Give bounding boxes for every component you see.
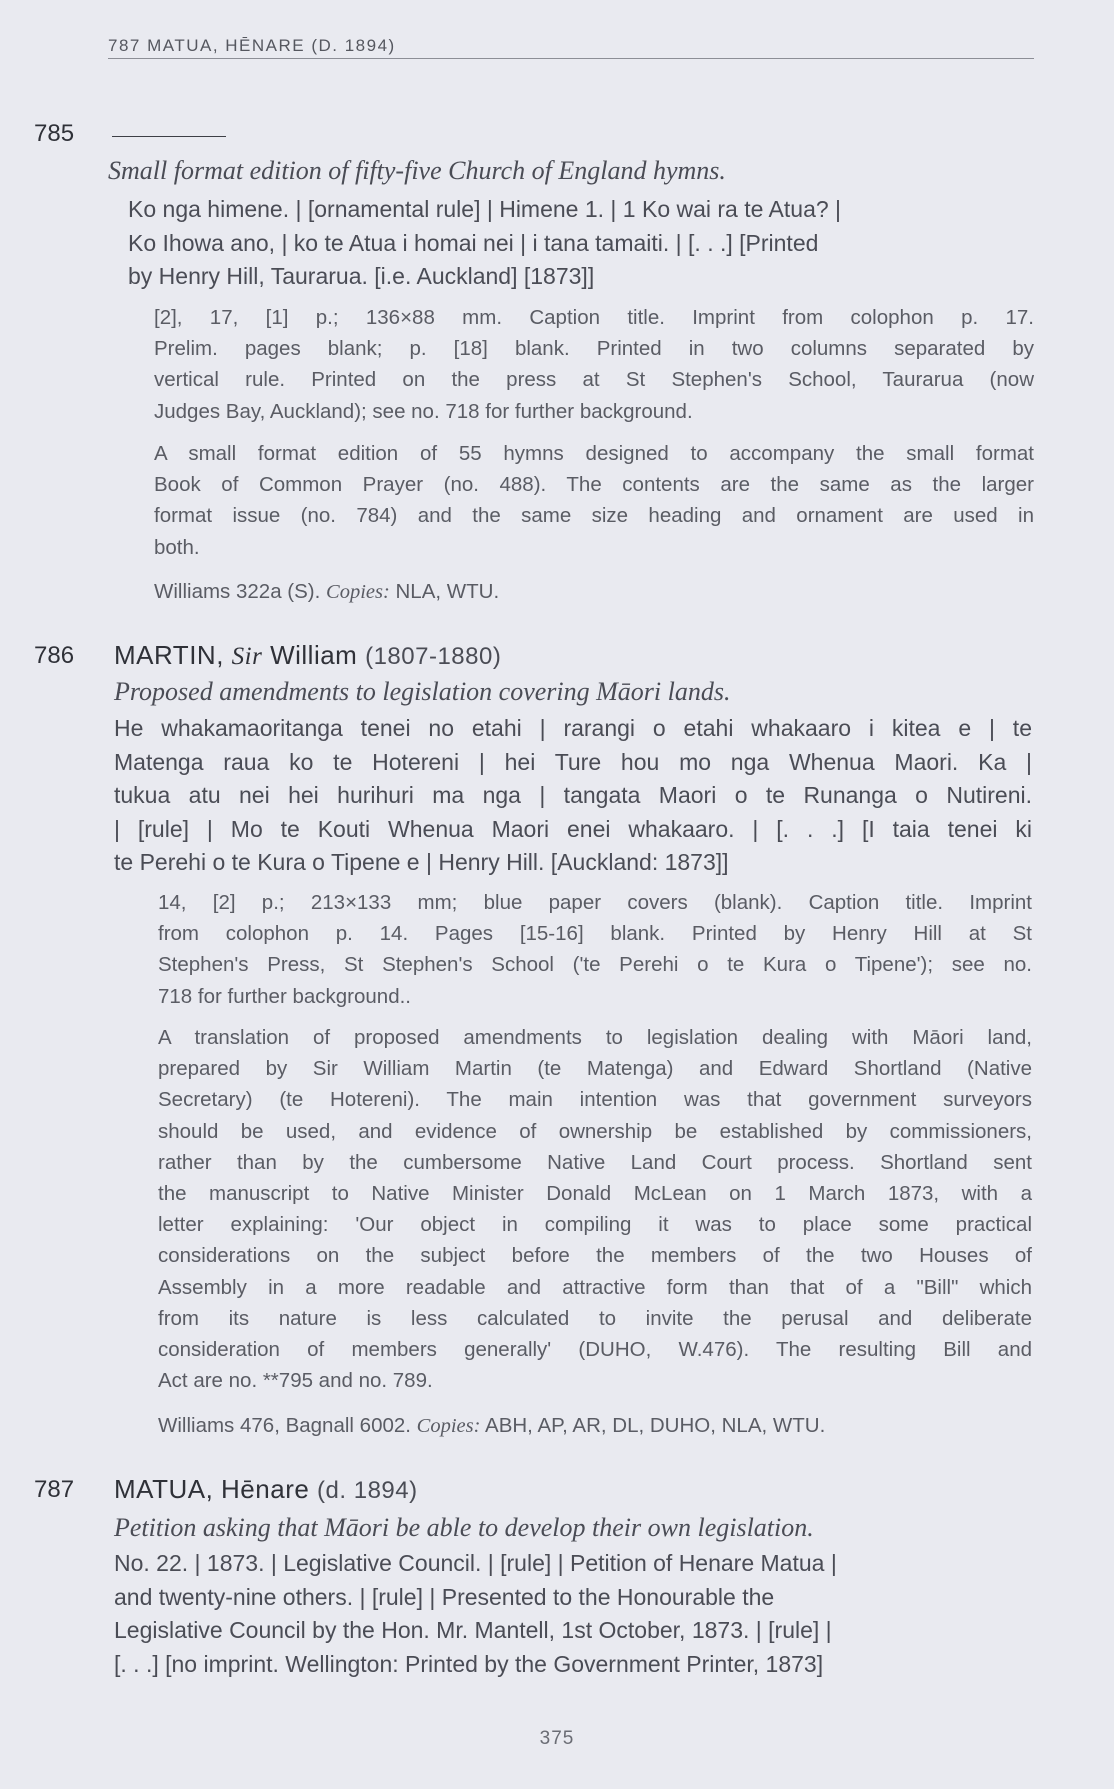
para-line: A small format edition of 55 hymns designed to accompany the small format <box>154 442 1034 465</box>
note-line: Judges Bay, Auckland); see no. 718 for further background. <box>154 399 693 423</box>
reference-citation: Williams 322a (S). <box>154 580 321 603</box>
entry-785-references <box>154 576 1034 608</box>
note-line: from colophon p. 14. Pages [15-16] blank. Printed by Henry Hill at St <box>158 922 1032 946</box>
copies-holdings: ABH, AP, AR, DL, DUHO, NLA, WTU. <box>485 1414 826 1437</box>
note-line: Prelim. pages blank; p. [18] blank. Printed in two columns separated by <box>154 337 1034 361</box>
entry-785-number: 785 <box>34 120 75 147</box>
reference-citation: Williams 476, Bagnall 6002. <box>158 1414 411 1437</box>
entry-786-description <box>158 1022 1032 1396</box>
para-line: rather than by the cumbersome Native Land Court process. Shortland sent <box>158 1150 1032 1174</box>
para-line: from its nature is less calculated to invite the perusal and deliberate <box>158 1306 1032 1330</box>
note-line: vertical rule. Printed on the press at St Stephen's School, Taurarua (now <box>154 368 1034 392</box>
page-number: 375 <box>539 1728 575 1749</box>
para-line: the manuscript to Native Minister Donald McLean on 1 March 1873, with a <box>158 1182 1032 1206</box>
entry-787-title: Petition asking that Māori be able to develop their own legislation. <box>114 1513 814 1542</box>
entry-785-author-dash <box>112 136 226 137</box>
entry-787-number: 787 <box>34 1476 75 1503</box>
copies-label: Copies: <box>416 1415 481 1437</box>
transcript-line: tukua atu nei hei hurihuri ma nga | tangata Maori o te Runanga o Nutireni. <box>114 782 1032 809</box>
para-line: should be used, and evidence of ownership be established by commissioners, <box>158 1119 1032 1143</box>
author-honorific: Sir <box>231 643 263 670</box>
para-line: considerations on the subject before the members of the two Houses of <box>158 1244 1032 1268</box>
transcript-line: and twenty-nine others. | [rule] | Presented to the Honourable the <box>114 1583 775 1610</box>
transcript-line: by Henry Hill, Taurarua. [i.e. Auckland] [1873]] <box>128 263 595 290</box>
copies-holdings: NLA, WTU. <box>395 580 500 603</box>
transcript-line: [. . .] [no imprint. Wellington: Printed by the Government Printer, 1873] <box>114 1650 824 1677</box>
entry-787-author <box>114 1474 418 1505</box>
para-line: Secretary) (te Hotereni). The main intention was that government surveyors <box>158 1088 1032 1112</box>
para-line: format issue (no. 784) and the same size heading and ornament are used in <box>154 504 1034 528</box>
para-line: Book of Common Prayer (no. 488). The contents are the same as the larger <box>154 473 1034 497</box>
entry-785-physical-notes <box>154 302 1034 427</box>
entry-786-transcript <box>114 712 1032 880</box>
entry-786-references <box>158 1410 1032 1442</box>
para-line: letter explaining: 'Our object in compiling it was to place some practical <box>158 1213 1032 1237</box>
entry-786-author <box>114 640 501 671</box>
entry-786-number: 786 <box>34 642 75 669</box>
transcript-line: | [rule] | Mo te Kouti Whenua Maori enei whakaaro. | [. . .] [I taia tenei ki <box>114 815 1032 842</box>
transcript-line: te Perehi o te Kura o Tipene e | Henry Hill. [Auckland: 1873]] <box>114 849 729 876</box>
entry-787-transcript <box>114 1547 994 1681</box>
entry-785-transcript <box>128 193 1008 294</box>
entry-786-physical-notes <box>158 887 1032 1012</box>
author-dates: (1807-1880) <box>365 643 502 670</box>
author-forename: Hēnare <box>221 1474 310 1504</box>
para-line: Act are no. **795 and no. 789. <box>158 1369 433 1393</box>
author-surname: MARTIN, <box>114 640 224 670</box>
para-line: A translation of proposed amendments to legislation dealing with Māori land, <box>158 1026 1032 1049</box>
note-line: 718 for further background.. <box>158 984 411 1008</box>
note-line: 14, [2] p.; 213×133 mm; blue paper covers (blank). Caption title. Imprint <box>158 891 1032 914</box>
author-forename: William <box>270 640 358 670</box>
header-rule <box>108 58 1034 59</box>
author-dates: (d. 1894) <box>317 1477 418 1504</box>
transcript-line: Ko nga himene. | [ornamental rule] | Himene 1. | 1 Ko wai ra te Atua? | <box>128 196 842 222</box>
transcript-line: Ko Ihowa ano, | ko te Atua i homai nei | i tana tamaiti. | [. . .] [Printed <box>128 229 819 256</box>
para-line: consideration of members generally' (DUHO, W.476). The resulting Bill and <box>158 1338 1032 1362</box>
para-line: Assembly in a more readable and attractive form than that of a "Bill" which <box>158 1275 1032 1299</box>
transcript-line: No. 22. | 1873. | Legislative Council. | [rule] | Petition of Henare Matua | <box>114 1550 837 1576</box>
para-line: prepared by Sir William Martin (te Matenga) and Edward Shortland (Native <box>158 1057 1032 1081</box>
transcript-line: Matenga raua ko te Hotereni | hei Ture hou mo nga Whenua Maori. Ka | <box>114 748 1032 775</box>
entry-786-title: Proposed amendments to legislation covering Māori lands. <box>114 677 731 706</box>
note-line: [2], 17, [1] p.; 136×88 mm. Caption title. Imprint from colophon p. 17. <box>154 306 1034 329</box>
transcript-line: Legislative Council by the Hon. Mr. Mantell, 1st October, 1873. | [rule] | <box>114 1617 832 1644</box>
para-line: both. <box>154 535 200 559</box>
entry-785-title: Small format edition of fifty-five Church of England hymns. <box>108 156 726 185</box>
note-line: Stephen's Press, St Stephen's School ('te Perehi o te Kura o Tipene'); see no. <box>158 953 1032 977</box>
copies-label: Copies: <box>326 581 390 603</box>
running-head: 787 MATUA, HĒNARE (D. 1894) <box>108 36 396 55</box>
transcript-line: He whakamaoritanga tenei no etahi | rarangi o etahi whakaaro i kitea e | te <box>114 715 1032 741</box>
author-surname: MATUA, <box>114 1474 214 1504</box>
entry-785-description <box>154 438 1034 563</box>
